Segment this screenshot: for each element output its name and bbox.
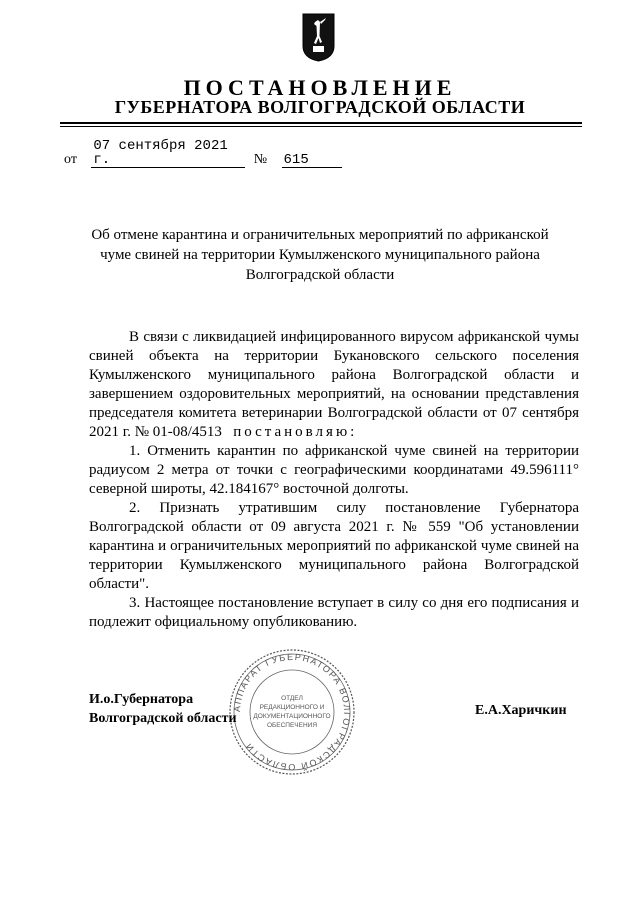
signatory-position	[89, 690, 237, 728]
decree-word: постановляю:	[233, 424, 358, 440]
signatory-name: Е.А.Харичкин	[475, 703, 567, 718]
document-reference	[64, 139, 342, 168]
stamp-inner-line: ОТДЕЛ	[281, 695, 303, 702]
document-body	[89, 328, 579, 632]
from-label: от	[64, 152, 77, 167]
stamp-inner-line: ОБЕСПЕЧЕНИЯ	[266, 722, 318, 729]
document-subject	[0, 225, 640, 285]
header-rule-thick	[60, 122, 582, 124]
subject-line: Об отмене карантина и ограничительных мероприятий по африканской	[91, 227, 549, 243]
stamp-inner-line: РЕДАКЦИОННОГО И	[259, 704, 325, 711]
header-rule-thin	[60, 126, 582, 127]
stamp-outer-text: АППАРАТ ГУБЕРНАТОРА ВОЛГОГРАДСКОЙ ОБЛАСТИ	[231, 651, 353, 773]
position-line: Волгоградской области	[89, 711, 237, 726]
intro-paragraph	[89, 328, 579, 442]
decree-item-1: 1. Отменить карантин по африканской чуме свиней на территории радиусом 2 метра от точки с географическими координатами 49.596111° северной широты, 42.184167° восточной долготы.	[89, 443, 579, 497]
stamp-inner-line: ДОКУМЕНТАЦИОННОГО	[253, 713, 331, 720]
coat-of-arms-emblem	[301, 12, 336, 62]
position-line: И.о.Губернатора	[89, 692, 194, 707]
document-date: 07 сентября 2021 г.	[91, 139, 245, 168]
official-stamp	[228, 648, 356, 776]
document-title: ПОСТАНОВЛЕНИЕ	[183, 75, 457, 100]
document-subtitle: ГУБЕРНАТОРА ВОЛГОГРАДСКОЙ ОБЛАСТИ	[114, 97, 526, 117]
decree-item-3: 3. Настоящее постановление вступает в силу со дня его подписания и подлежит официальному опубликованию.	[89, 595, 579, 630]
number-label: №	[253, 152, 268, 167]
subject-line: Волгоградской области	[245, 267, 395, 283]
subject-line: чуме свиней на территории Кумылженского муниципального района	[100, 247, 540, 263]
decree-item-2: 2. Признать утратившим силу постановление Губернатора Волгоградской области от 09 августа 2021 г. № 559 "Об установлении карантина и ограничительных мероприятий по африканской чуме свиней на территории Кумылженского муниципального района Волгоградской области".	[89, 500, 579, 592]
intro-text: В связи с ликвидацией инфицированного вирусом африканской чумы свиней объекта на территории Букановского сельского поселения Кумылженского муниципального района Волгоградской области и завершением оздоровительных мероприятий, на основании представления председателя комитета ветеринарии Волгоградской области от 07 сентября 2021 г. № 01-08/4513	[89, 329, 579, 440]
document-number: 615	[282, 153, 342, 168]
